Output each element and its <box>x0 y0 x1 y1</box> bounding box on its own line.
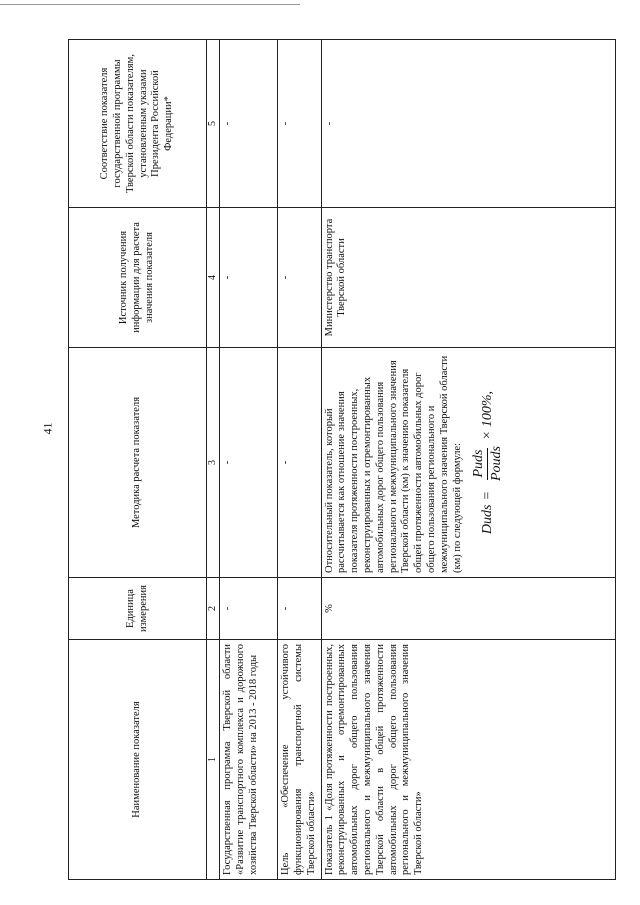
row-indicator-unit: % <box>321 578 615 640</box>
row-program-source: - <box>220 208 278 348</box>
row-goal-name: Цель «Обеспечение устойчивого функционирования транспортной системы Тверской области» <box>278 640 321 880</box>
row-indicator-source: Министерство транспорта Тверской области <box>321 208 615 348</box>
row-goal-unit: - <box>278 578 321 640</box>
formula-numerator: Puds <box>470 448 488 480</box>
row-program-method: - <box>220 348 278 578</box>
table-row <box>321 40 615 880</box>
row-goal-method: - <box>278 348 321 578</box>
table-stage <box>68 40 616 880</box>
method-text: Относительный показатель, который рассчитывается как отношение значения показателя протяженности построенных, реконструированных и отремонтированных автомобильных дорог общего пользования регионального и межмуниципального значения Тверской области (км) к значению показателя общей протяженности автомобильных дорог общего пользования регионального и межмуниципального значения Тверской области (км) по следующей формуле: <box>323 355 463 573</box>
header-row <box>69 40 207 880</box>
formula-rhs: × 100%, <box>480 390 496 441</box>
row-indicator-method <box>321 348 615 578</box>
formula-fraction <box>470 444 505 483</box>
header-unit: Единица измерения <box>69 578 207 640</box>
row-indicator-name: Показатель 1 «Доля протяженности построенных, реконструированных и отремонтированных автомобильных дорог общего пользования регионального и межмуниципального значения Тверской области в общей протяженности автомобильных дорог общего пользования регионального и межмуниципального значения Тверской области» <box>321 640 615 880</box>
row-goal-match: - <box>278 40 321 208</box>
header-match: Соответствие показателя государственной программы Тверской области показателям, установленным указами Президента Российской Федерации* <box>69 40 207 208</box>
page-number: 41 <box>40 422 55 435</box>
formula-lhs: Duds <box>480 504 496 535</box>
formula-denominator: Pouds <box>489 446 505 482</box>
col-number-3: 3 <box>207 348 220 578</box>
header-name: Наименование показателя <box>69 640 207 880</box>
col-number-1: 1 <box>207 640 220 880</box>
col-number-2: 2 <box>207 578 220 640</box>
row-program-unit: - <box>220 578 278 640</box>
table-row <box>220 40 278 880</box>
top-rule <box>0 4 300 5</box>
formula-equals: = <box>480 491 496 501</box>
formula <box>470 352 505 573</box>
header-source: Источник получения информации для расчета значения показателя <box>69 208 207 348</box>
row-program-name: Государственная программа Тверской области «Развитие транспортного комплекса и дорожного хозяйства Тверской области» на 2013 - 2018 годы <box>220 640 278 880</box>
table-row <box>278 40 321 880</box>
row-goal-source: - <box>278 208 321 348</box>
rotated-table-wrapper <box>68 40 616 880</box>
col-number-4: 4 <box>207 208 220 348</box>
row-indicator-match: - <box>321 40 615 208</box>
column-number-row <box>207 40 220 880</box>
row-program-match: - <box>220 40 278 208</box>
indicators-table <box>68 39 616 880</box>
header-method: Методика расчета показателя <box>69 348 207 578</box>
col-number-5: 5 <box>207 40 220 208</box>
